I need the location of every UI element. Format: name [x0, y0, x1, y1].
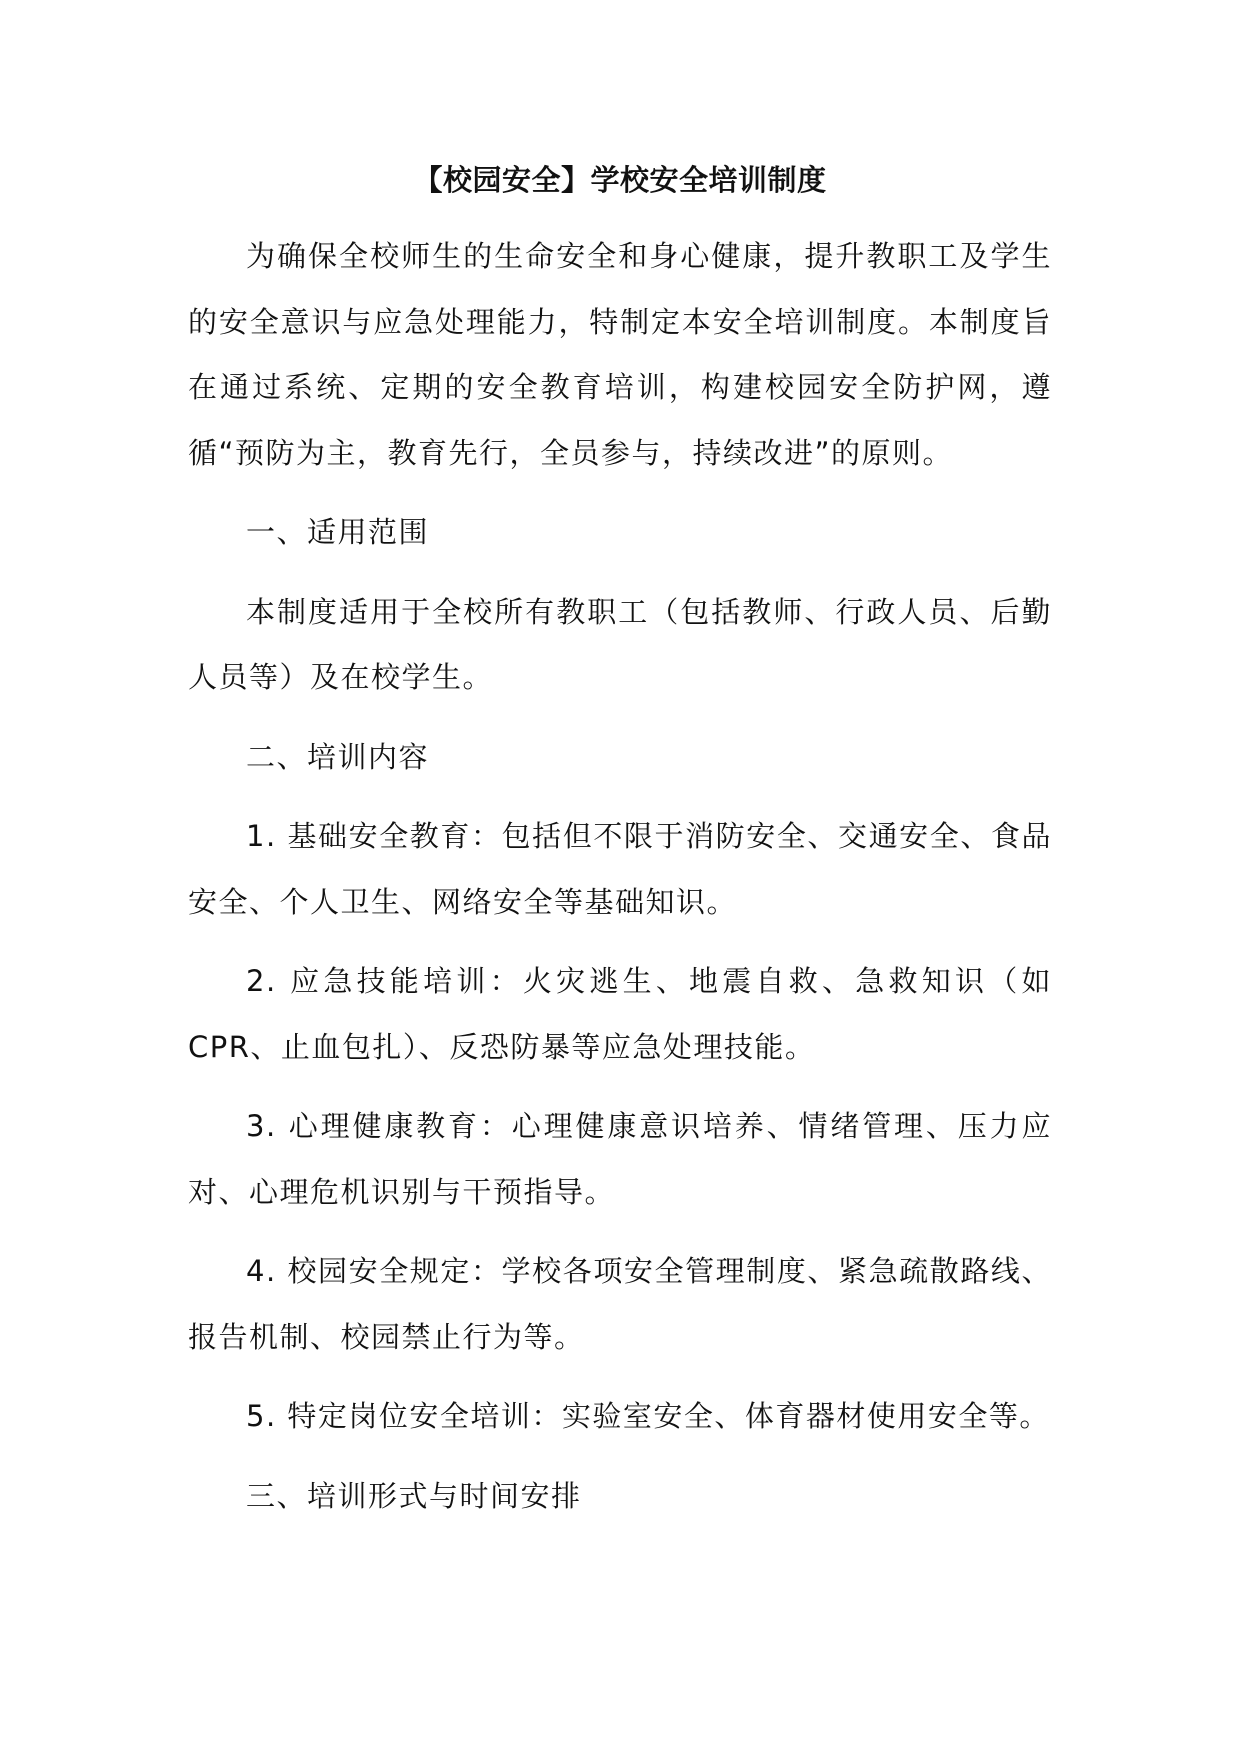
content-item-3: 3. 心理健康教育：心理健康意识培养、情绪管理、压力应对、心理危机识别与干预指导。 [188, 1109, 1052, 1209]
scope-paragraph: 本制度适用于全校所有教职工（包括教师、行政人员、后勤人员等）及在校学生。 [188, 594, 1052, 694]
content-item-5: 5. 特定岗位安全培训：实验室安全、体育器材使用安全等。 [246, 1399, 1050, 1433]
section-heading-schedule: 三、培训形式与时间安排 [246, 1478, 582, 1513]
content-item-2: 2. 应急技能培训：火灾逃生、地震自救、急救知识（如 CPR、止血包扎）、反恐防暴等应急处理技能。 [188, 964, 1052, 1064]
intro-paragraph: 为确保全校师生的生命安全和身心健康，提升教职工及学生的安全意识与应急处理能力，特制定本安全培训制度。本制度旨在通过系统、定期的安全教育培训，构建校园安全防护网，遵循“预防为主，教育先行，全员参与，持续改进”的原则。 [188, 239, 1052, 470]
section-heading-content: 二、培训内容 [246, 739, 430, 774]
section-heading-scope: 一、适用范围 [246, 515, 430, 549]
document-body [188, 160, 1052, 1543]
document-title: 【校园安全】学校安全培训制度 [413, 163, 827, 197]
content-item-1: 1. 基础安全教育：包括但不限于消防安全、交通安全、食品安全、个人卫生、网络安全等基础知识。 [188, 819, 1052, 919]
content-item-4: 4. 校园安全规定：学校各项安全管理制度、紧急疏散路线、报告机制、校园禁止行为等。 [188, 1254, 1052, 1354]
